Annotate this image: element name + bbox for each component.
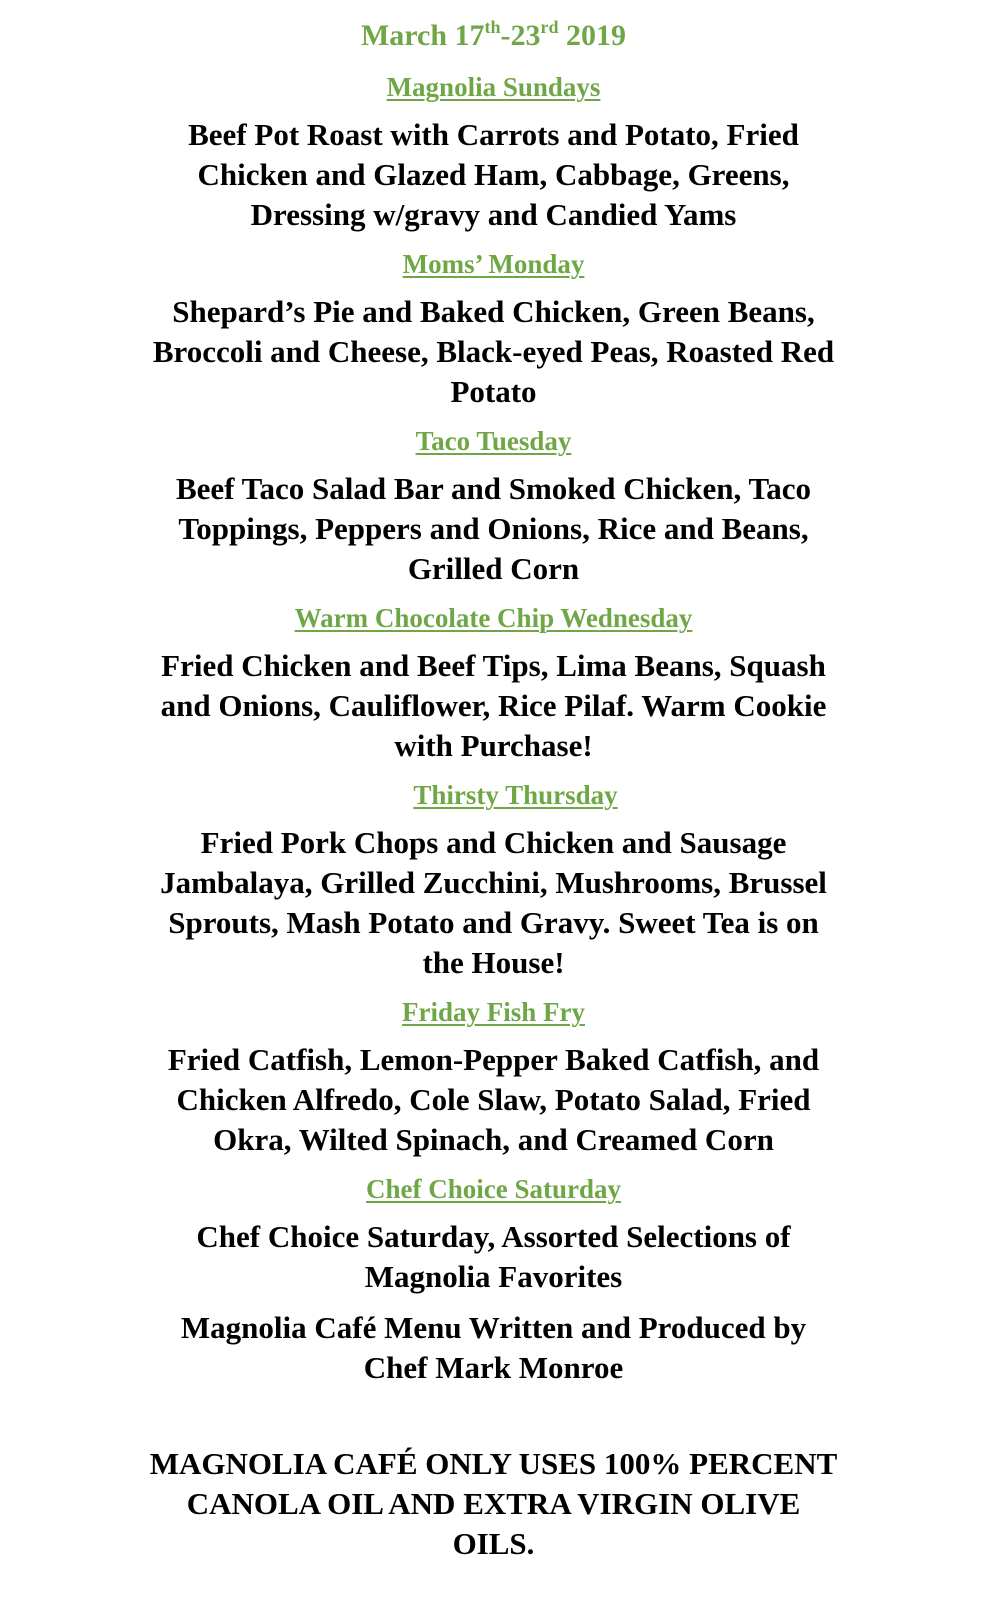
notice-line: CANOLA OIL AND EXTRA VIRGIN OLIVE xyxy=(186,1486,801,1521)
notice-line: OILS. xyxy=(452,1526,535,1561)
menu-line: Toppings, Peppers and Onions, Rice and Beans, xyxy=(178,511,809,546)
menu-tuesday xyxy=(0,469,987,589)
day-heading-sunday: Magnolia Sundays xyxy=(386,72,601,102)
menu-saturday xyxy=(0,1217,987,1297)
menu-line: with Purchase! xyxy=(394,728,593,763)
day-heading-wednesday: Warm Chocolate Chip Wednesday xyxy=(294,603,693,633)
menu-line: Fried Catfish, Lemon-Pepper Baked Catfish, and xyxy=(167,1042,820,1077)
menu-line: Fried Chicken and Beef Tips, Lima Beans, Squash xyxy=(161,648,826,683)
date-range-title xyxy=(0,16,987,59)
menu-line: Okra, Wilted Spinach, and Creamed Corn xyxy=(213,1122,774,1157)
menu-line: Beef Pot Roast with Carrots and Potato, Fried xyxy=(188,117,799,152)
menu-thursday xyxy=(0,823,987,983)
date-year: 2019 xyxy=(558,19,627,52)
menu-line: Fried Pork Chops and Chicken and Sausage xyxy=(200,825,787,860)
date-end-suffix: rd xyxy=(540,17,559,37)
menu-wednesday xyxy=(0,646,987,766)
menu-line: and Onions, Cauliflower, Rice Pilaf. Warm Cookie xyxy=(160,688,827,723)
menu-line: Dressing w/gravy and Candied Yams xyxy=(250,197,737,232)
menu-line: the House! xyxy=(422,945,565,980)
date-start: March 17 xyxy=(360,19,485,52)
day-heading-tuesday: Taco Tuesday xyxy=(415,426,572,456)
credit-line: Magnolia Café Menu Written and Produced by xyxy=(180,1310,807,1345)
date-start-suffix: th xyxy=(484,17,501,37)
menu-line: Chicken Alfredo, Cole Slaw, Potato Salad, Fried xyxy=(176,1082,811,1117)
menu-line: Beef Taco Salad Bar and Smoked Chicken, Taco xyxy=(175,471,812,506)
menu-line: Broccoli and Cheese, Black-eyed Peas, Roasted Red xyxy=(152,334,835,369)
menu-line: Grilled Corn xyxy=(407,551,580,586)
menu-line: Potato xyxy=(450,374,537,409)
date-end: -23 xyxy=(500,19,541,52)
menu-sunday xyxy=(0,115,987,235)
oil-notice xyxy=(0,1444,987,1564)
menu-line: Shepard’s Pie and Baked Chicken, Green Beans, xyxy=(172,294,815,329)
menu-line: Chicken and Glazed Ham, Cabbage, Greens, xyxy=(197,157,790,192)
notice-line: MAGNOLIA CAFÉ ONLY USES 100% PERCENT xyxy=(149,1446,838,1481)
menu-line: Magnolia Favorites xyxy=(364,1259,623,1294)
day-heading-saturday: Chef Choice Saturday xyxy=(366,1174,621,1204)
menu-friday xyxy=(0,1040,987,1160)
day-heading-monday: Moms’ Monday xyxy=(402,249,585,279)
menu-monday xyxy=(0,292,987,412)
menu-line: Chef Choice Saturday, Assorted Selections of xyxy=(196,1219,791,1254)
menu-credit xyxy=(0,1308,987,1388)
day-heading-friday: Friday Fish Fry xyxy=(402,997,585,1027)
menu-line: Jambalaya, Grilled Zucchini, Mushrooms, Brussel xyxy=(160,865,827,900)
menu-line: Sprouts, Mash Potato and Gravy. Sweet Tea is on xyxy=(168,905,819,940)
day-heading-thursday: Thirsty Thursday xyxy=(413,780,618,810)
credit-line: Chef Mark Monroe xyxy=(363,1350,624,1385)
